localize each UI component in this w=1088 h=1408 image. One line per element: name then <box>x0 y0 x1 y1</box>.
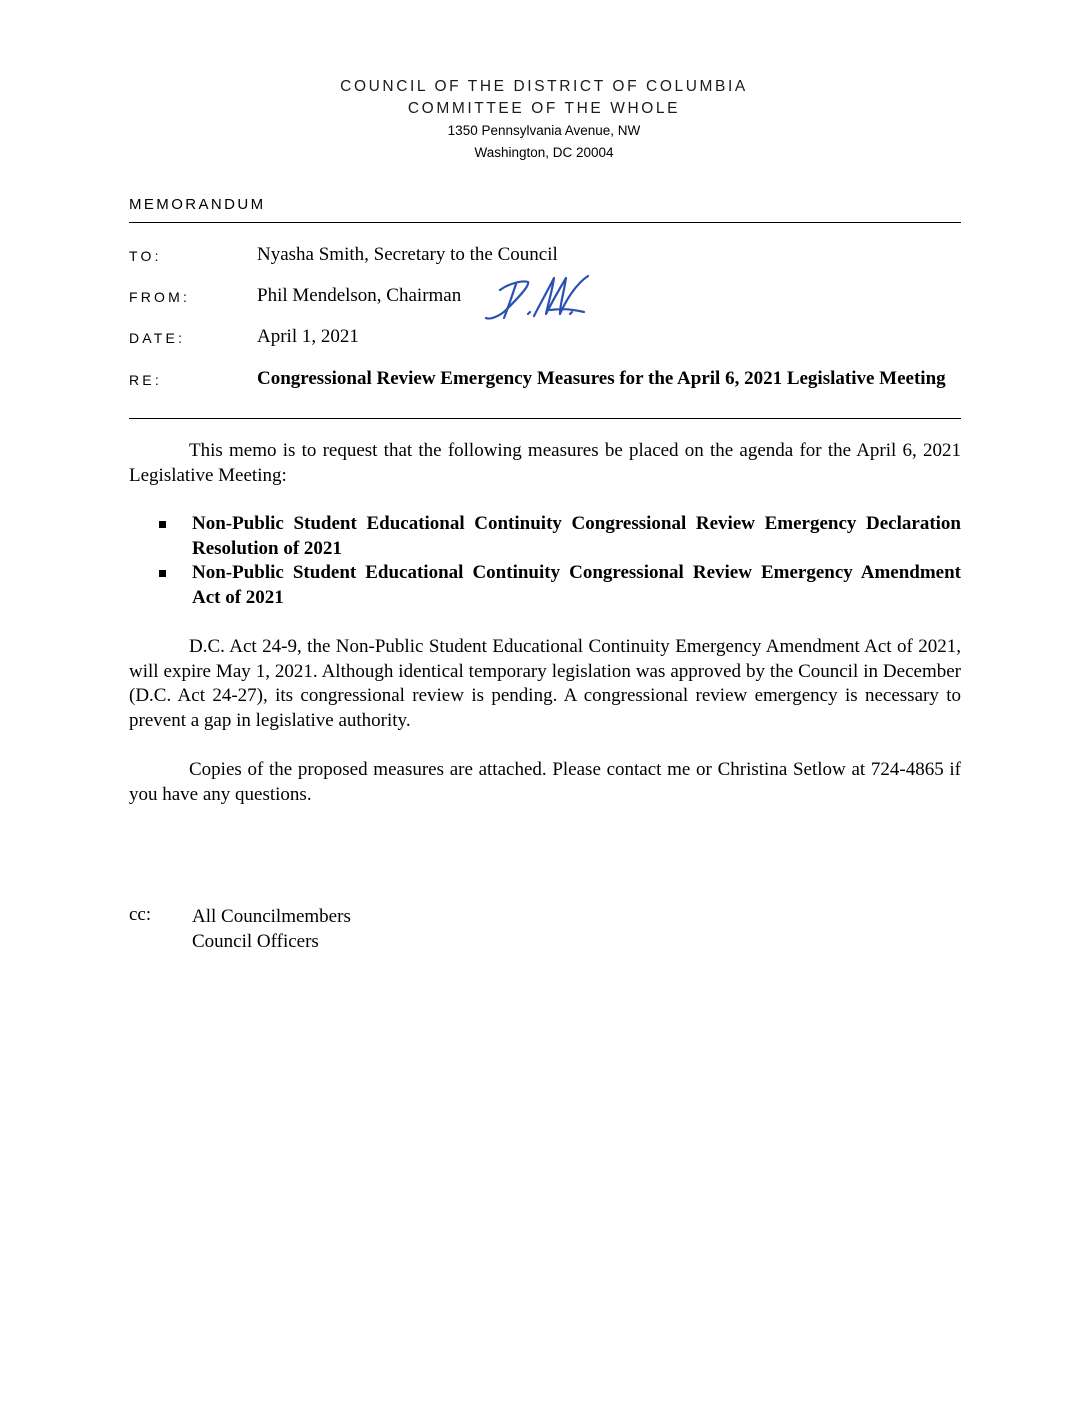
cc-recipients <box>192 904 351 954</box>
letterhead <box>0 76 1088 164</box>
intro-paragraph: This memo is to request that the following measures be placed on the agenda for the April 6, 2021 Legislative Meeting: <box>129 440 961 486</box>
measure-item <box>129 561 961 610</box>
from-label: FROM: <box>129 289 191 305</box>
measures-list <box>129 512 961 610</box>
re-label: RE: <box>129 372 162 388</box>
bullet-square-icon <box>159 521 166 528</box>
from-value: Phil Mendelson, Chairman <box>257 285 462 306</box>
bullet-square-icon <box>159 570 166 577</box>
to-value: Nyasha Smith, Secretary to the Council <box>257 244 558 265</box>
letterhead-address-line-1: 1350 Pennsylvania Avenue, NW <box>447 123 641 138</box>
cc-recipient: All Councilmembers <box>192 906 351 927</box>
re-value: Congressional Review Emergency Measures for the April 6, 2021 Legislative Meeting <box>257 368 946 389</box>
memo-title: MEMORANDUM <box>129 196 266 213</box>
measure-item <box>129 512 961 561</box>
letterhead-org-line-2: COMMITTEE OF THE WHOLE <box>407 100 681 117</box>
header-top-rule <box>129 222 961 223</box>
signature-image <box>478 270 598 326</box>
body-paragraph-2: D.C. Act 24-9, the Non-Public Student Educational Continuity Emergency Amendment Act of 2021, will expire May 1, 2021. Although identical temporary legislation was approved by the Council in December (D.C. Act 24-27), its congressional review is pending. A congressional review emergency is necessary to prevent a gap in legislative authority. <box>129 636 961 731</box>
letterhead-address-line-2: Washington, DC 20004 <box>474 145 614 160</box>
date-value: April 1, 2021 <box>257 326 359 347</box>
cc-label: cc: <box>129 904 152 925</box>
cc-recipient: Council Officers <box>192 931 319 952</box>
to-label: TO: <box>129 248 162 264</box>
header-bottom-rule <box>129 418 961 419</box>
body-paragraph-3: Copies of the proposed measures are attached. Please contact me or Christina Setlow at 724-4865 if you have any questions. <box>129 759 961 805</box>
measure-text: Non-Public Student Educational Continuity Congressional Review Emergency Amendment Act of 2021 <box>192 562 961 608</box>
letterhead-org-line-1: COUNCIL OF THE DISTRICT OF COLUMBIA <box>340 78 748 95</box>
measure-text: Non-Public Student Educational Continuity Congressional Review Emergency Declaration Resolution of 2021 <box>192 513 961 559</box>
date-label: DATE: <box>129 330 186 346</box>
